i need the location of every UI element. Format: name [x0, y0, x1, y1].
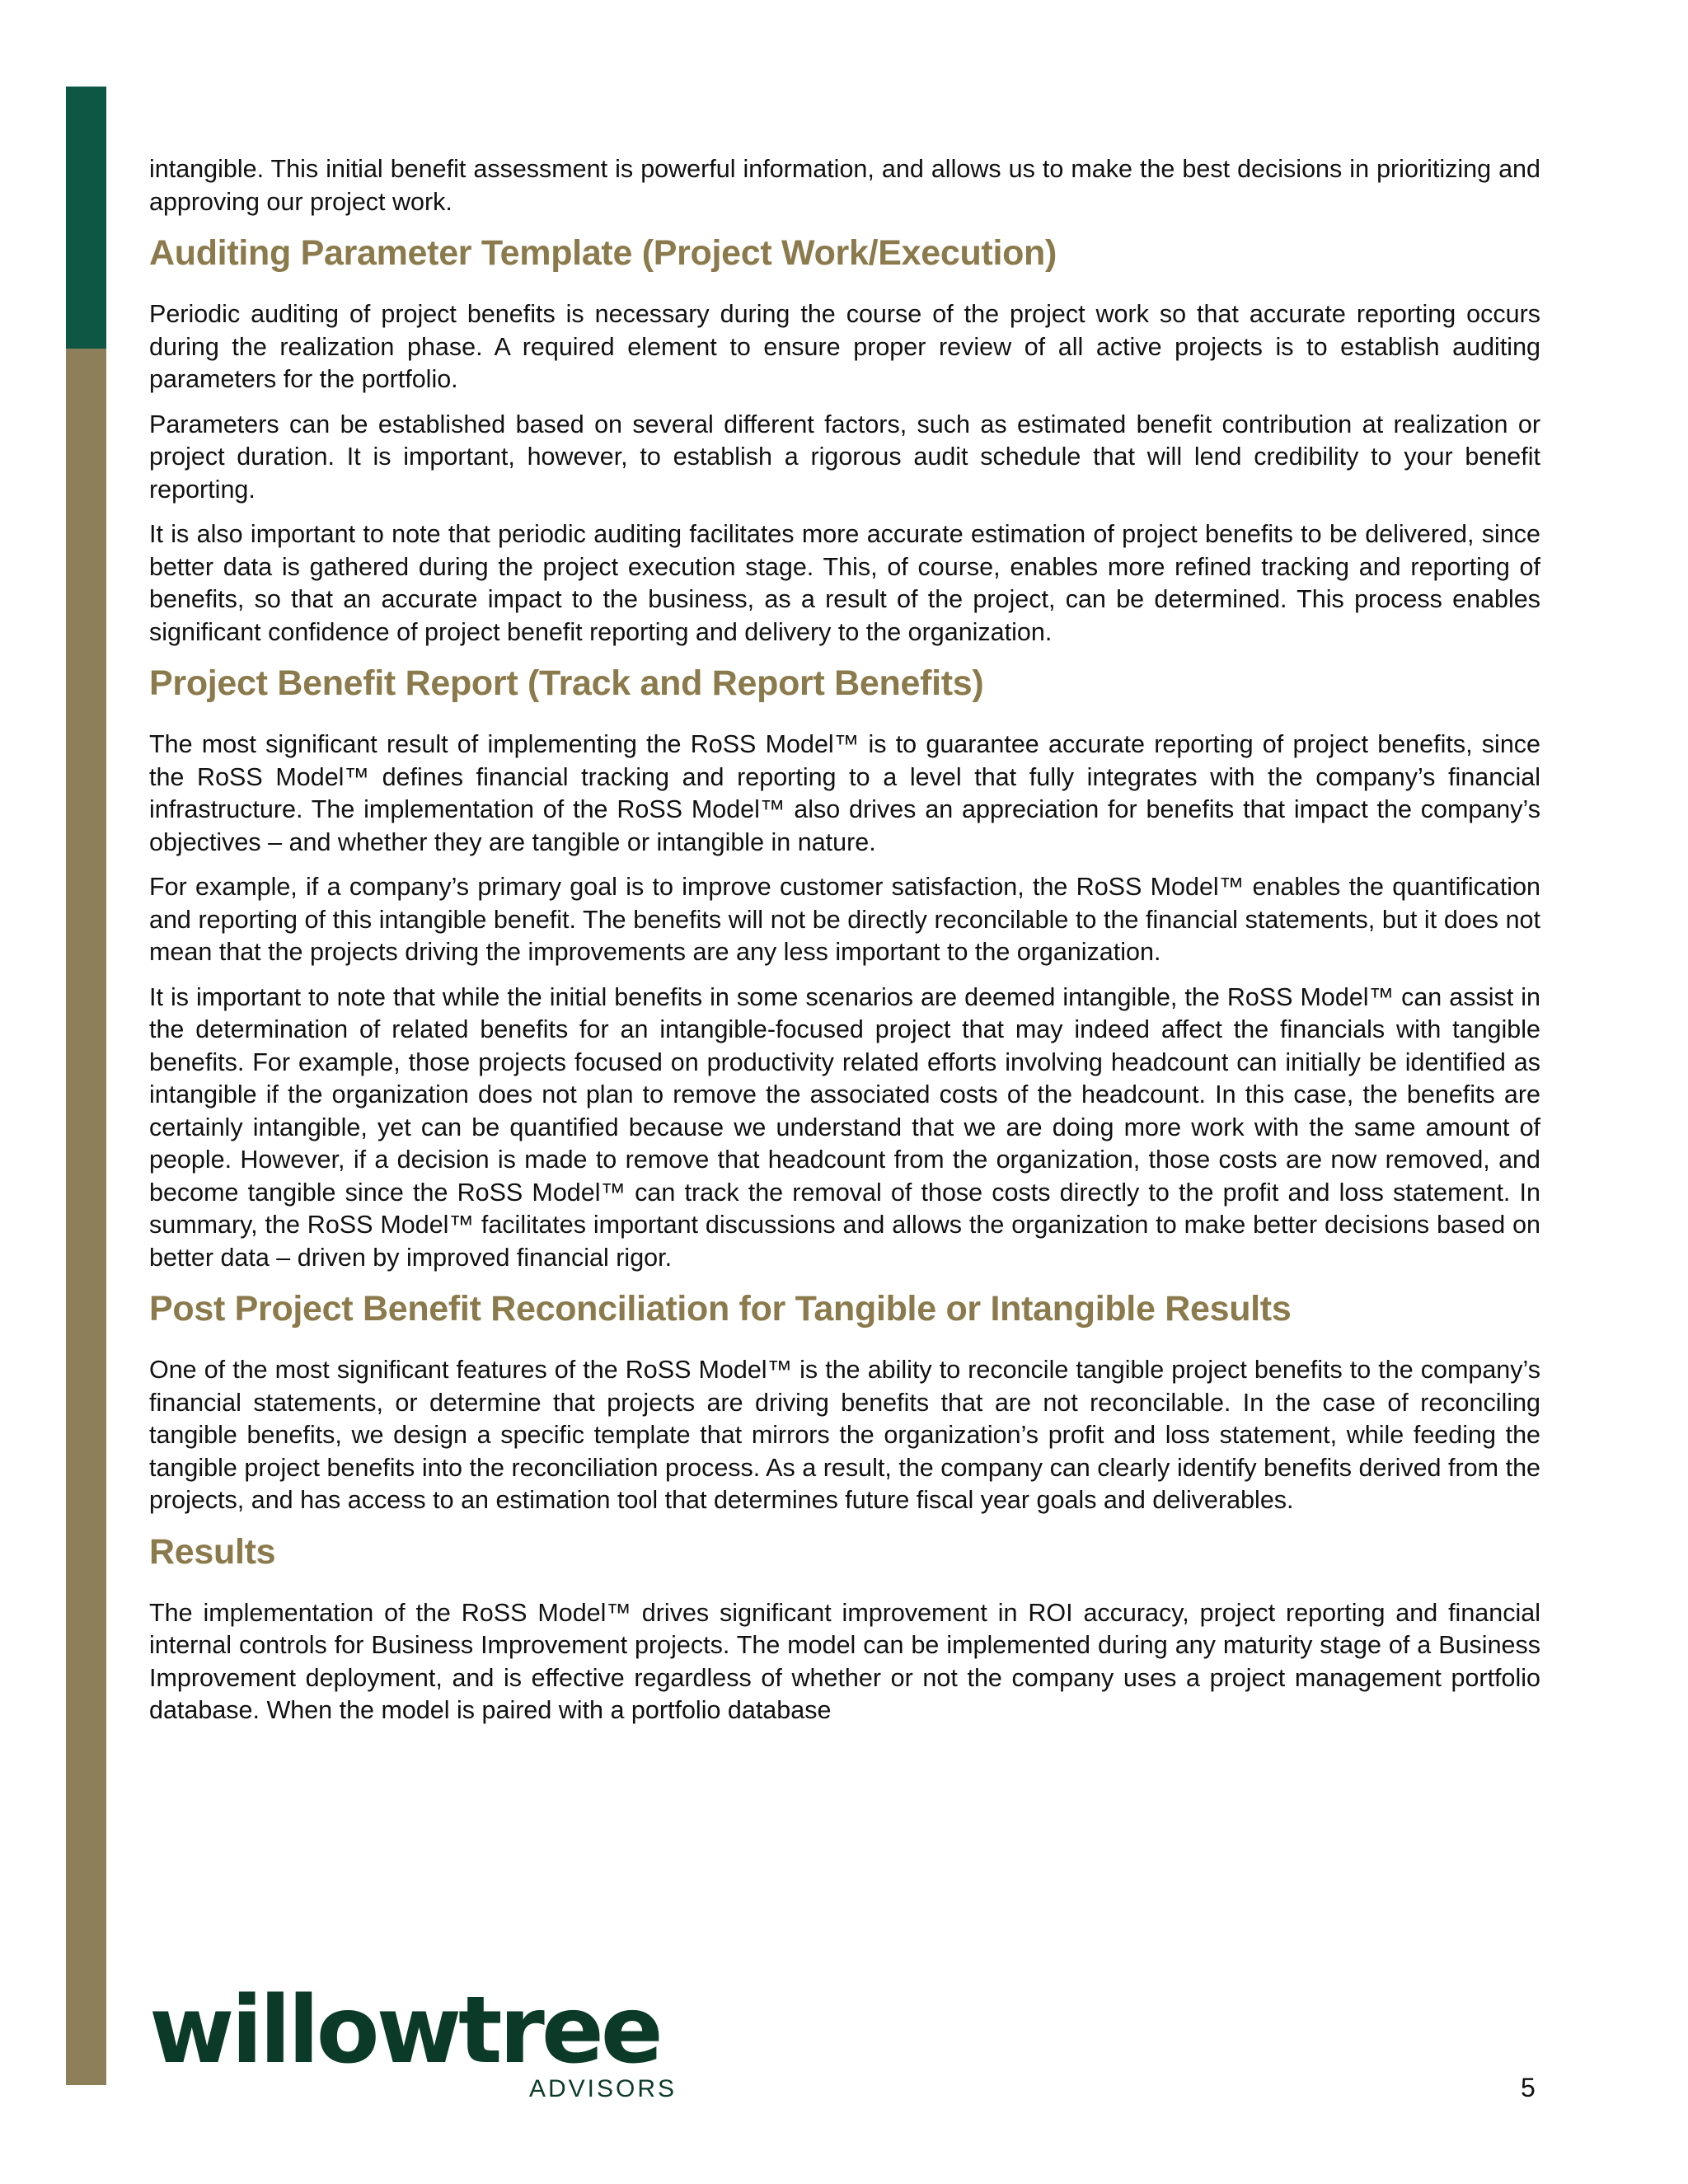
section-heading-auditing: Auditing Parameter Template (Project Work/Execution): [149, 233, 1057, 273]
document-body: [149, 153, 1540, 1740]
willowtree-logo: [149, 1977, 677, 2102]
sidebar-accent-bottom: [66, 349, 106, 2085]
sidebar-accent-top: [66, 87, 106, 349]
reconciliation-paragraph-1: One of the most significant features of the RoSS Model™ is the ability to reconcile tangible project benefits to the company’s financial statements, or determine that projects are driving benefits that are not reconcilable. In the case of reconciling tangible benefits, we design a specific template that mirrors the organization’s profit and loss statement, while feeding the tangible project benefits into the reconciliation process. As a result, the company can clearly identify benefits derived from the projects, and has access to an estimation tool that determines future fiscal year goals and deliverables.: [149, 1356, 1540, 1514]
auditing-paragraph-1: Periodic auditing of project benefits is necessary during the course of the project work so that accurate reporting occurs during the realization phase. A required element to ensure proper review of all active projects is to establish auditing parameters for the portfolio.: [149, 300, 1540, 393]
section-heading-results: Results: [149, 1531, 276, 1572]
benefit-report-paragraph-1: The most significant result of implementing the RoSS Model™ is to guarantee accurate reporting of project benefits, since the RoSS Model™ defines financial tracking and reporting to a level that fully integrates with the company’s financial infrastructure. The implementation of the RoSS Model™ also drives an appreciation for benefits that impact the company’s objectives – and whether they are tangible or intangible in nature.: [149, 730, 1540, 856]
intro-paragraph: intangible. This initial benefit assessment is powerful information, and allows us to make the best decisions in prioritizing and approving our project work.: [149, 155, 1540, 216]
benefit-report-paragraph-2: For example, if a company’s primary goal is to improve customer satisfaction, the RoSS Model™ enables the quantification and reporting of this intangible benefit. The benefits will not be directly reconcilable to the financial statements, but it does not mean that the projects driving the improvements are any less important to the organization.: [149, 873, 1540, 966]
logo-wordmark: willowtree: [149, 1977, 660, 2084]
results-paragraph-1: The implementation of the RoSS Model™ drives significant improvement in ROI accuracy, project reporting and financial internal controls for Business Improvement projects. The model can be implemented during any maturity stage of a Business Improvement deployment, and is effective regardless of whether or not the company uses a project management portfolio database. When the model is paired with a portfolio database: [149, 1598, 1540, 1724]
auditing-paragraph-3: It is also important to note that periodic auditing facilitates more accurate estimation of project benefits to be delivered, since better data is gathered during the project execution stage. This, of course, enables more refined tracking and reporting of benefits, so that an accurate impact to the business, as a result of the project, can be determined. This process enables significant confidence of project benefit reporting and delivery to the organization.: [149, 520, 1540, 646]
section-heading-benefit-report: Project Benefit Report (Track and Report Benefits): [149, 663, 984, 703]
logo-subtitle: ADVISORS: [528, 2075, 677, 2102]
section-heading-reconciliation: Post Project Benefit Reconciliation for Tangible or Intangible Results: [149, 1289, 1292, 1329]
benefit-report-paragraph-3: It is important to note that while the initial benefits in some scenarios are deemed intangible, the RoSS Model™ can assist in the determination of related benefits for an intangible-focused project that may indeed affect the financials with tangible benefits. For example, those projects focused on productivity related efforts involving headcount can initially be identified as intangible if the organization does not plan to remove the associated costs of the headcount. In this case, the benefits are certainly intangible, yet can be quantified because we understand that we are doing more work with the same amount of people. However, if a decision is made to remove that headcount from the organization, those costs are now removed, and become tangible since the RoSS Model™ can track the removal of those costs directly to the profit and loss statement. In summary, the RoSS Model™ facilitates important discussions and allows the organization to make better decisions based on better data – driven by improved financial rigor.: [149, 982, 1540, 1272]
auditing-paragraph-2: Parameters can be established based on several different factors, such as estimated benefit contribution at realization or project duration. It is important, however, to establish a rigorous audit schedule that will lend credibility to your benefit reporting.: [149, 410, 1540, 504]
page-number: 5: [1521, 2073, 1536, 2102]
